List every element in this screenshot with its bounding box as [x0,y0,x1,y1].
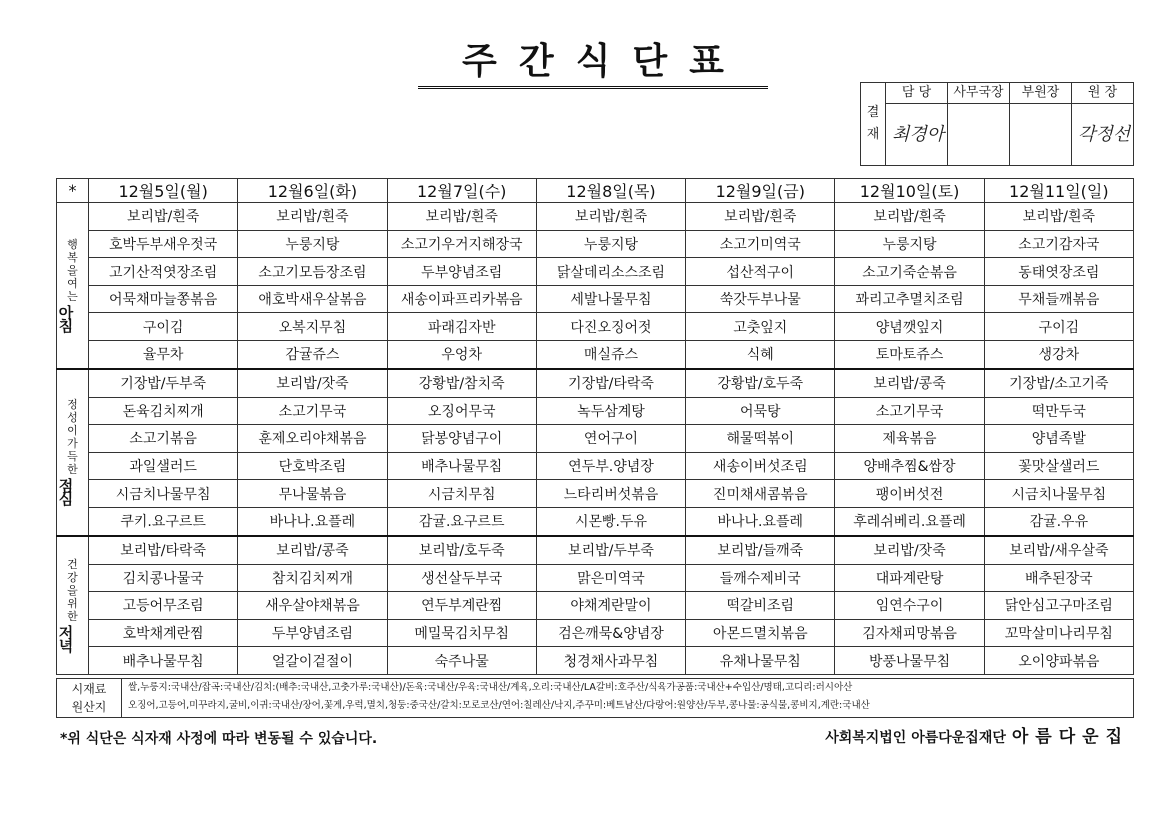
menu-item: 보리밥/흰죽 [536,203,685,231]
meal-label [57,369,89,536]
menu-row [57,258,1134,286]
menu-item: 소고기무국 [835,397,984,425]
origin-label-line: 시재료 [71,682,107,696]
menu-item: 무채들깨볶음 [984,285,1133,313]
approval-sign-cell [1072,104,1133,165]
origin-label-line: 원산지 [71,700,107,714]
approval-sign-cell [886,104,947,165]
menu-item: 새우살야채볶음 [238,592,387,620]
menu-item: 섭산적구이 [686,258,835,286]
menu-item: 들깨수제비국 [686,564,835,592]
menu-item: 야채계란말이 [536,592,685,620]
menu-item: 보리밥/들깨죽 [686,536,835,564]
organization-name [825,722,1129,747]
menu-item: 닭살데리소스조림 [536,258,685,286]
menu-item: 보리밥/타락죽 [89,536,238,564]
menu-item: 시금치나물무침 [89,480,238,508]
menu-item: 검은깨묵&양념장 [536,619,685,647]
menu-item: 양배추찜&쌈장 [835,452,984,480]
menu-item: 김자채피망볶음 [835,619,984,647]
menu-item: 시금치무침 [387,480,536,508]
menu-item: 돈육김치찌개 [89,397,238,425]
meal-label [57,536,89,675]
approval-sign-cell [948,104,1009,165]
menu-item: 구이김 [89,313,238,341]
corner-cell: * [57,179,89,203]
menu-item: 생선살두부국 [387,564,536,592]
menu-item: 유채나물무침 [686,647,835,675]
menu-item: 기장밥/타락죽 [536,369,685,397]
approval-role: 사무국장 [948,83,1009,104]
approval-col-director [1072,83,1133,165]
menu-item: 제육볶음 [835,425,984,453]
menu-item: 연어구이 [536,425,685,453]
menu-item: 아몬드멸치볶음 [686,619,835,647]
menu-item: 새송이버섯조림 [686,452,835,480]
menu-item: 팽이버섯전 [835,480,984,508]
origin-line: 오징어,고등어,미꾸라지,굴비,이귀:국내산/장어,꽃게,우럭,멸치,청둥:중국산/갈치:모로코산/연어:칠레산/낙지,주꾸미:베트남산/다랑어:원양산/두부,콩나물:공식물,콩비지,계란:국내산 [128,700,870,711]
day-header: 12월10일(토) [835,179,984,203]
menu-item: 시금치나물무침 [984,480,1133,508]
menu-item: 세발나물무침 [536,285,685,313]
menu-item: 닭안심고구마조림 [984,592,1133,620]
menu-item: 소고기미역국 [686,230,835,258]
menu-item: 바나나.요플레 [238,508,387,536]
menu-item: 보리밥/흰죽 [686,203,835,231]
menu-item: 오이양파볶음 [984,647,1133,675]
menu-row [57,480,1134,508]
day-header: 12월9일(금) [686,179,835,203]
menu-item: 우엉차 [387,341,536,369]
menu-item: 호박채계란찜 [89,619,238,647]
menu-item: 다진오징어젓 [536,313,685,341]
menu-item: 두부양념조림 [238,619,387,647]
menu-item: 오징어무국 [387,397,536,425]
approval-label-char: 재 [866,127,880,142]
menu-item: 꼬막살미나리무침 [984,619,1133,647]
approval-label [861,83,886,165]
approval-role: 부원장 [1010,83,1071,104]
menu-item: 떡갈비조림 [686,592,835,620]
menu-item: 양념깻잎지 [835,313,984,341]
menu-item: 파래김자반 [387,313,536,341]
approval-role: 담 당 [886,83,947,104]
meal-label-main: 아침 [58,303,74,335]
menu-item: 고등어무조림 [89,592,238,620]
menu-item: 배추나물무침 [89,647,238,675]
notice-text: *위 식단은 식자재 사정에 따라 변동될 수 있습니다. [60,731,378,747]
origin-label [57,679,122,717]
menu-item: 배추나물무침 [387,452,536,480]
signature: 각정선 [1078,124,1131,145]
menu-item: 소고기볶음 [89,425,238,453]
organization-prefix: 사회복지법인 아름다운집재단 [825,730,1006,746]
meal-label-main: 저녁 [58,623,74,655]
menu-item: 두부양념조림 [387,258,536,286]
menu-item: 소고기우거지해장국 [387,230,536,258]
day-header: 12월6일(화) [238,179,387,203]
menu-row [57,203,1134,231]
menu-item: 소고기무국 [238,397,387,425]
menu-item: 소고기모듬장조림 [238,258,387,286]
meal-label-sub: 행복을여는 [67,237,78,303]
menu-item: 누룽지탕 [238,230,387,258]
origin-line: 쌀,누룽지:국내산/잡곡:국내산/김치:(배추:국내산,고춧가루:국내산)/돈육:국내산/우육:국내산/계육,오리:국내산/LA갈비:호주산/식육가공품:국내산+수입산/명태,고디리:러시아산 [128,682,853,693]
day-header: 12월8일(목) [536,179,685,203]
menu-item: 율무차 [89,341,238,369]
menu-item: 보리밥/콩죽 [835,369,984,397]
menu-item: 구이김 [984,313,1133,341]
menu-item: 김치콩나물국 [89,564,238,592]
menu-item: 생강차 [984,341,1133,369]
menu-item: 임연수구이 [835,592,984,620]
menu-row [57,452,1134,480]
menu-item: 보리밥/호두죽 [387,536,536,564]
menu-item: 배추된장국 [984,564,1133,592]
menu-item: 보리밥/두부죽 [536,536,685,564]
menu-item: 누룽지탕 [835,230,984,258]
organization-main-name: 아름다운집 [1011,727,1129,747]
menu-item: 꽃맛살샐러드 [984,452,1133,480]
menu-item: 닭봉양념구이 [387,425,536,453]
menu-row [57,230,1134,258]
menu-item: 고기산적엿장조림 [89,258,238,286]
menu-item: 숙주나물 [387,647,536,675]
menu-item: 메밀묵김치무침 [387,619,536,647]
menu-item: 무나물볶음 [238,480,387,508]
menu-item: 호박두부새우젓국 [89,230,238,258]
menu-item: 보리밥/흰죽 [835,203,984,231]
menu-item: 떡만두국 [984,397,1133,425]
menu-item: 얼갈이겉절이 [238,647,387,675]
menu-row [57,313,1134,341]
menu-item: 소고기감자국 [984,230,1133,258]
signature: 최경아 [892,124,945,145]
origin-text [122,679,1133,717]
menu-item: 보리밥/잣죽 [238,369,387,397]
menu-item: 맑은미역국 [536,564,685,592]
approval-col-office [948,83,1010,165]
menu-item: 바나나.요플레 [686,508,835,536]
menu-item: 후레쉬베리.요플레 [835,508,984,536]
menu-item: 과일샐러드 [89,452,238,480]
menu-row [57,564,1134,592]
menu-row [57,369,1134,397]
menu-item: 훈제오리야채볶음 [238,425,387,453]
menu-item: 보리밥/콩죽 [238,536,387,564]
menu-item: 양념족발 [984,425,1133,453]
menu-item: 시몬빵.두유 [536,508,685,536]
menu-item: 새송이파프리카볶음 [387,285,536,313]
meal-label-main: 점심 [58,477,74,509]
day-header: 12월11일(일) [984,179,1133,203]
menu-item: 감귤.요구르트 [387,508,536,536]
menu-row [57,425,1134,453]
weekly-menu-table [56,178,1134,675]
menu-row [57,592,1134,620]
menu-item: 식혜 [686,341,835,369]
meal-label-sub: 정성이가득한 [67,398,78,477]
menu-item: 연두부계란찜 [387,592,536,620]
menu-item: 감귤.우유 [984,508,1133,536]
menu-item: 쑥갓두부나물 [686,285,835,313]
menu-item: 동태엿장조림 [984,258,1133,286]
approval-label-char: 결 [866,105,880,120]
menu-item: 소고기죽순볶음 [835,258,984,286]
menu-item: 매실쥬스 [536,341,685,369]
menu-item: 보리밥/새우살죽 [984,536,1133,564]
menu-row [57,619,1134,647]
menu-row [57,285,1134,313]
approval-box [860,82,1134,166]
menu-item: 누룽지탕 [536,230,685,258]
origin-box [56,678,1134,718]
menu-item: 해물떡볶이 [686,425,835,453]
menu-item: 참치김치찌개 [238,564,387,592]
menu-item: 연두부.양념장 [536,452,685,480]
page-title: 주간식단표 [418,40,768,89]
menu-item: 기장밥/소고기죽 [984,369,1133,397]
day-header: 12월5일(월) [89,179,238,203]
menu-item: 느타리버섯볶음 [536,480,685,508]
approval-sign-cell [1010,104,1071,165]
menu-item: 단호박조림 [238,452,387,480]
menu-item: 어묵탕 [686,397,835,425]
approval-col-vice [1010,83,1072,165]
menu-row [57,397,1134,425]
menu-item: 강황밥/참치죽 [387,369,536,397]
menu-item: 보리밥/흰죽 [387,203,536,231]
menu-item: 청경채사과무침 [536,647,685,675]
menu-item: 강황밥/호두죽 [686,369,835,397]
menu-item: 쿠키.요구르트 [89,508,238,536]
menu-item: 방풍나물무침 [835,647,984,675]
menu-item: 보리밥/흰죽 [238,203,387,231]
day-header-row [57,179,1134,203]
menu-item: 고춧잎지 [686,313,835,341]
menu-item: 꽈리고추멸치조림 [835,285,984,313]
menu-row [57,536,1134,564]
menu-item: 보리밥/잣죽 [835,536,984,564]
menu-item: 녹두삼계탕 [536,397,685,425]
menu-row [57,508,1134,536]
menu-item: 진미채새콤볶음 [686,480,835,508]
menu-item: 애호박새우살볶음 [238,285,387,313]
menu-row [57,341,1134,369]
menu-item: 토마토쥬스 [835,341,984,369]
day-header: 12월7일(수) [387,179,536,203]
menu-item: 어묵채마늘쫑볶음 [89,285,238,313]
approval-col-manager [886,83,948,165]
menu-item: 기장밥/두부죽 [89,369,238,397]
menu-item: 감귤쥬스 [238,341,387,369]
meal-label-sub: 건강을위한 [67,557,78,623]
menu-item: 대파계란탕 [835,564,984,592]
menu-item: 오복지무침 [238,313,387,341]
menu-item: 보리밥/흰죽 [984,203,1133,231]
approval-role: 원 장 [1072,83,1133,104]
menu-item: 보리밥/흰죽 [89,203,238,231]
meal-label [57,203,89,369]
menu-row [57,647,1134,675]
